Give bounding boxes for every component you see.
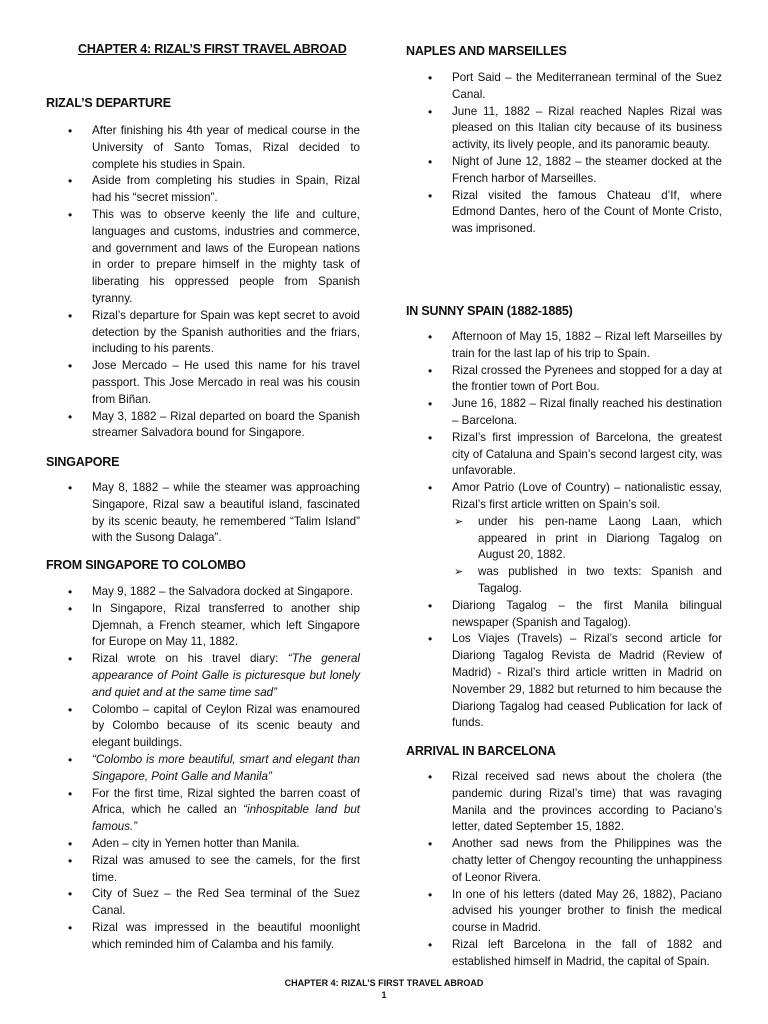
list-item: • Diariong Tagalog – the first Manila bilingual newspaper (Spanish and Tagalog).: [426, 598, 722, 632]
list-item: • May 3, 1882 – Rizal departed on board the Spanish streamer Salvadora bound for Singapore.: [66, 409, 360, 443]
list-item-text: Rizal wrote on his travel diary:: [92, 652, 288, 666]
section-heading-barcelona: ARRIVAL IN BARCELONA: [406, 744, 556, 758]
list-item: • Afternoon of May 15, 1882 – Rizal left Marseilles by train for the last lap of his trip to Spain.: [426, 329, 722, 363]
footer-title: CHAPTER 4: RIZAL’S FIRST TRAVEL ABROAD: [284, 978, 484, 988]
list-item: [66, 651, 360, 701]
list-item: • Port Said – the Mediterranean terminal of the Suez Canal.: [426, 70, 722, 104]
section-heading-colombo: FROM SINGAPORE TO COLOMBO: [46, 558, 246, 572]
list-item: • Rizal visited the famous Chateau d’If, where Edmond Dantes, hero of the Count of Monte Cristo, was imprisoned.: [426, 188, 722, 238]
section-heading-singapore: SINGAPORE: [46, 455, 120, 469]
list-item: • Rizal left Barcelona in the fall of 1882 and established himself in Madrid, the capital of Spain.: [426, 937, 722, 971]
sub-list: [452, 514, 722, 598]
list-item: • City of Suez – the Red Sea terminal of the Suez Canal.: [66, 886, 360, 920]
list-item: • Rizal was amused to see the camels, for the first time.: [66, 853, 360, 887]
barcelona-list: [426, 769, 722, 971]
list-item: • Los Viajes (Travels) – Rizal’s second article for Diariong Tagalog Revista de Madrid (Review of Madrid) - Rizal’s third article written in Madrid on November 29, 1882 but returned to him because the Diariong Tagalog had ceased Publication for lack of funds.: [426, 631, 722, 732]
list-item: • Rizal’s first impression of Barcelona, the greatest city of Cataluna and Spain’s second largest city, was unfavorable.: [426, 430, 722, 480]
list-item: • Rizal crossed the Pyrenees and stopped for a day at the frontier town of Port Bou.: [426, 363, 722, 397]
quote-text: “The general appearance of Point Galle is picturesque but lonely and quiet and at the same time sad”: [92, 652, 360, 699]
list-item: • Jose Mercado – He used this name for his travel passport. This Jose Mercado in real was his cousin from Biñan.: [66, 358, 360, 408]
list-item: [66, 786, 360, 836]
sub-list-item: ➢ under his pen-name Laong Laan, which appeared in print in Diariong Tagalog on August 20, 1882.: [452, 514, 722, 564]
chapter-title: CHAPTER 4: RIZAL’S FIRST TRAVEL ABROAD: [78, 42, 347, 56]
list-item: [66, 752, 360, 786]
list-item: • Rizal was impressed in the beautiful moonlight which reminded him of Calamba and his family.: [66, 920, 360, 954]
list-item: • Rizal received sad news about the cholera (the pandemic during Rizal’s time) that was ravaging Manila and the provinces according to Paciano’s letter, dated September 15, 1882.: [426, 769, 722, 836]
list-item: • May 9, 1882 – the Salvadora docked at Singapore.: [66, 584, 360, 601]
spain-list: [426, 329, 722, 732]
naples-list: [426, 70, 722, 238]
list-item: • Another sad news from the Philippines was the chatty letter of Chengoy recounting the unhappiness of Leonor Rivera.: [426, 836, 722, 886]
quote-text: “inhospitable land but famous.”: [92, 803, 360, 834]
list-item: [426, 480, 722, 598]
list-item: • Night of June 12, 1882 – the steamer docked at the French harbor of Marseilles.: [426, 154, 722, 188]
list-item: • Aside from completing his studies in Spain, Rizal had his “secret mission”.: [66, 173, 360, 207]
list-item: • May 8, 1882 – while the steamer was approaching Singapore, Rizal saw a beautiful island, fascinated by its scenic beauty, he remembered “Talim Island” with the Susong Dalaga”.: [66, 480, 360, 547]
list-item: • Rizal’s departure for Spain was kept secret to avoid detection by the Spanish authorities and the friars, including to his parents.: [66, 308, 360, 358]
list-item: • This was to observe keenly the life and culture, languages and customs, industries and commerce, and government and laws of the European nations in order to prepare himself in the mighty task of liberating his oppressed people from Spanish tyranny.: [66, 207, 360, 308]
list-item-text: For the first time, Rizal sighted the barren coast of Africa, which he called an: [92, 786, 360, 817]
list-item: • June 16, 1882 – Rizal finally reached his destination – Barcelona.: [426, 396, 722, 430]
sub-list-item: ➢ was published in two texts: Spanish and Tagalog.: [452, 564, 722, 598]
colombo-list: [66, 584, 360, 954]
list-item: • June 11, 1882 – Rizal reached Naples Rizal was pleased on this Italian city because of its business activity, its lively people, and its panoramic beauty.: [426, 104, 722, 154]
list-item-text: Amor Patrio (Love of Country) – nationalistic essay, Rizal’s first article written on Spain’s soil.: [452, 481, 722, 511]
list-item: • In one of his letters (dated May 26, 1882), Paciano advised his younger brother to finish the medical course in Madrid.: [426, 887, 722, 937]
singapore-list: [66, 480, 360, 547]
section-heading-departure: RIZAL’S DEPARTURE: [46, 96, 171, 110]
list-item: • After finishing his 4th year of medical course in the University of Santo Tomas, Rizal decided to complete his studies in Spain.: [66, 123, 360, 173]
departure-list: [66, 123, 360, 442]
section-heading-spain: IN SUNNY SPAIN (1882-1885): [406, 304, 573, 318]
section-heading-naples: NAPLES AND MARSEILLES: [406, 44, 567, 58]
list-item: • In Singapore, Rizal transferred to another ship Djemnah, a French steamer, which left Singapore for Europe on May 11, 1882.: [66, 601, 360, 651]
quote-text: “Colombo is more beautiful, smart and elegant than Singapore, Point Galle and Manila”: [92, 752, 360, 783]
page-number: 1: [381, 990, 387, 1000]
list-item: • Colombo – capital of Ceylon Rizal was enamoured by Colombo because of its scenic beauty and elegant buildings.: [66, 702, 360, 752]
list-item: • Aden – city in Yemen hotter than Manila.: [66, 836, 360, 853]
